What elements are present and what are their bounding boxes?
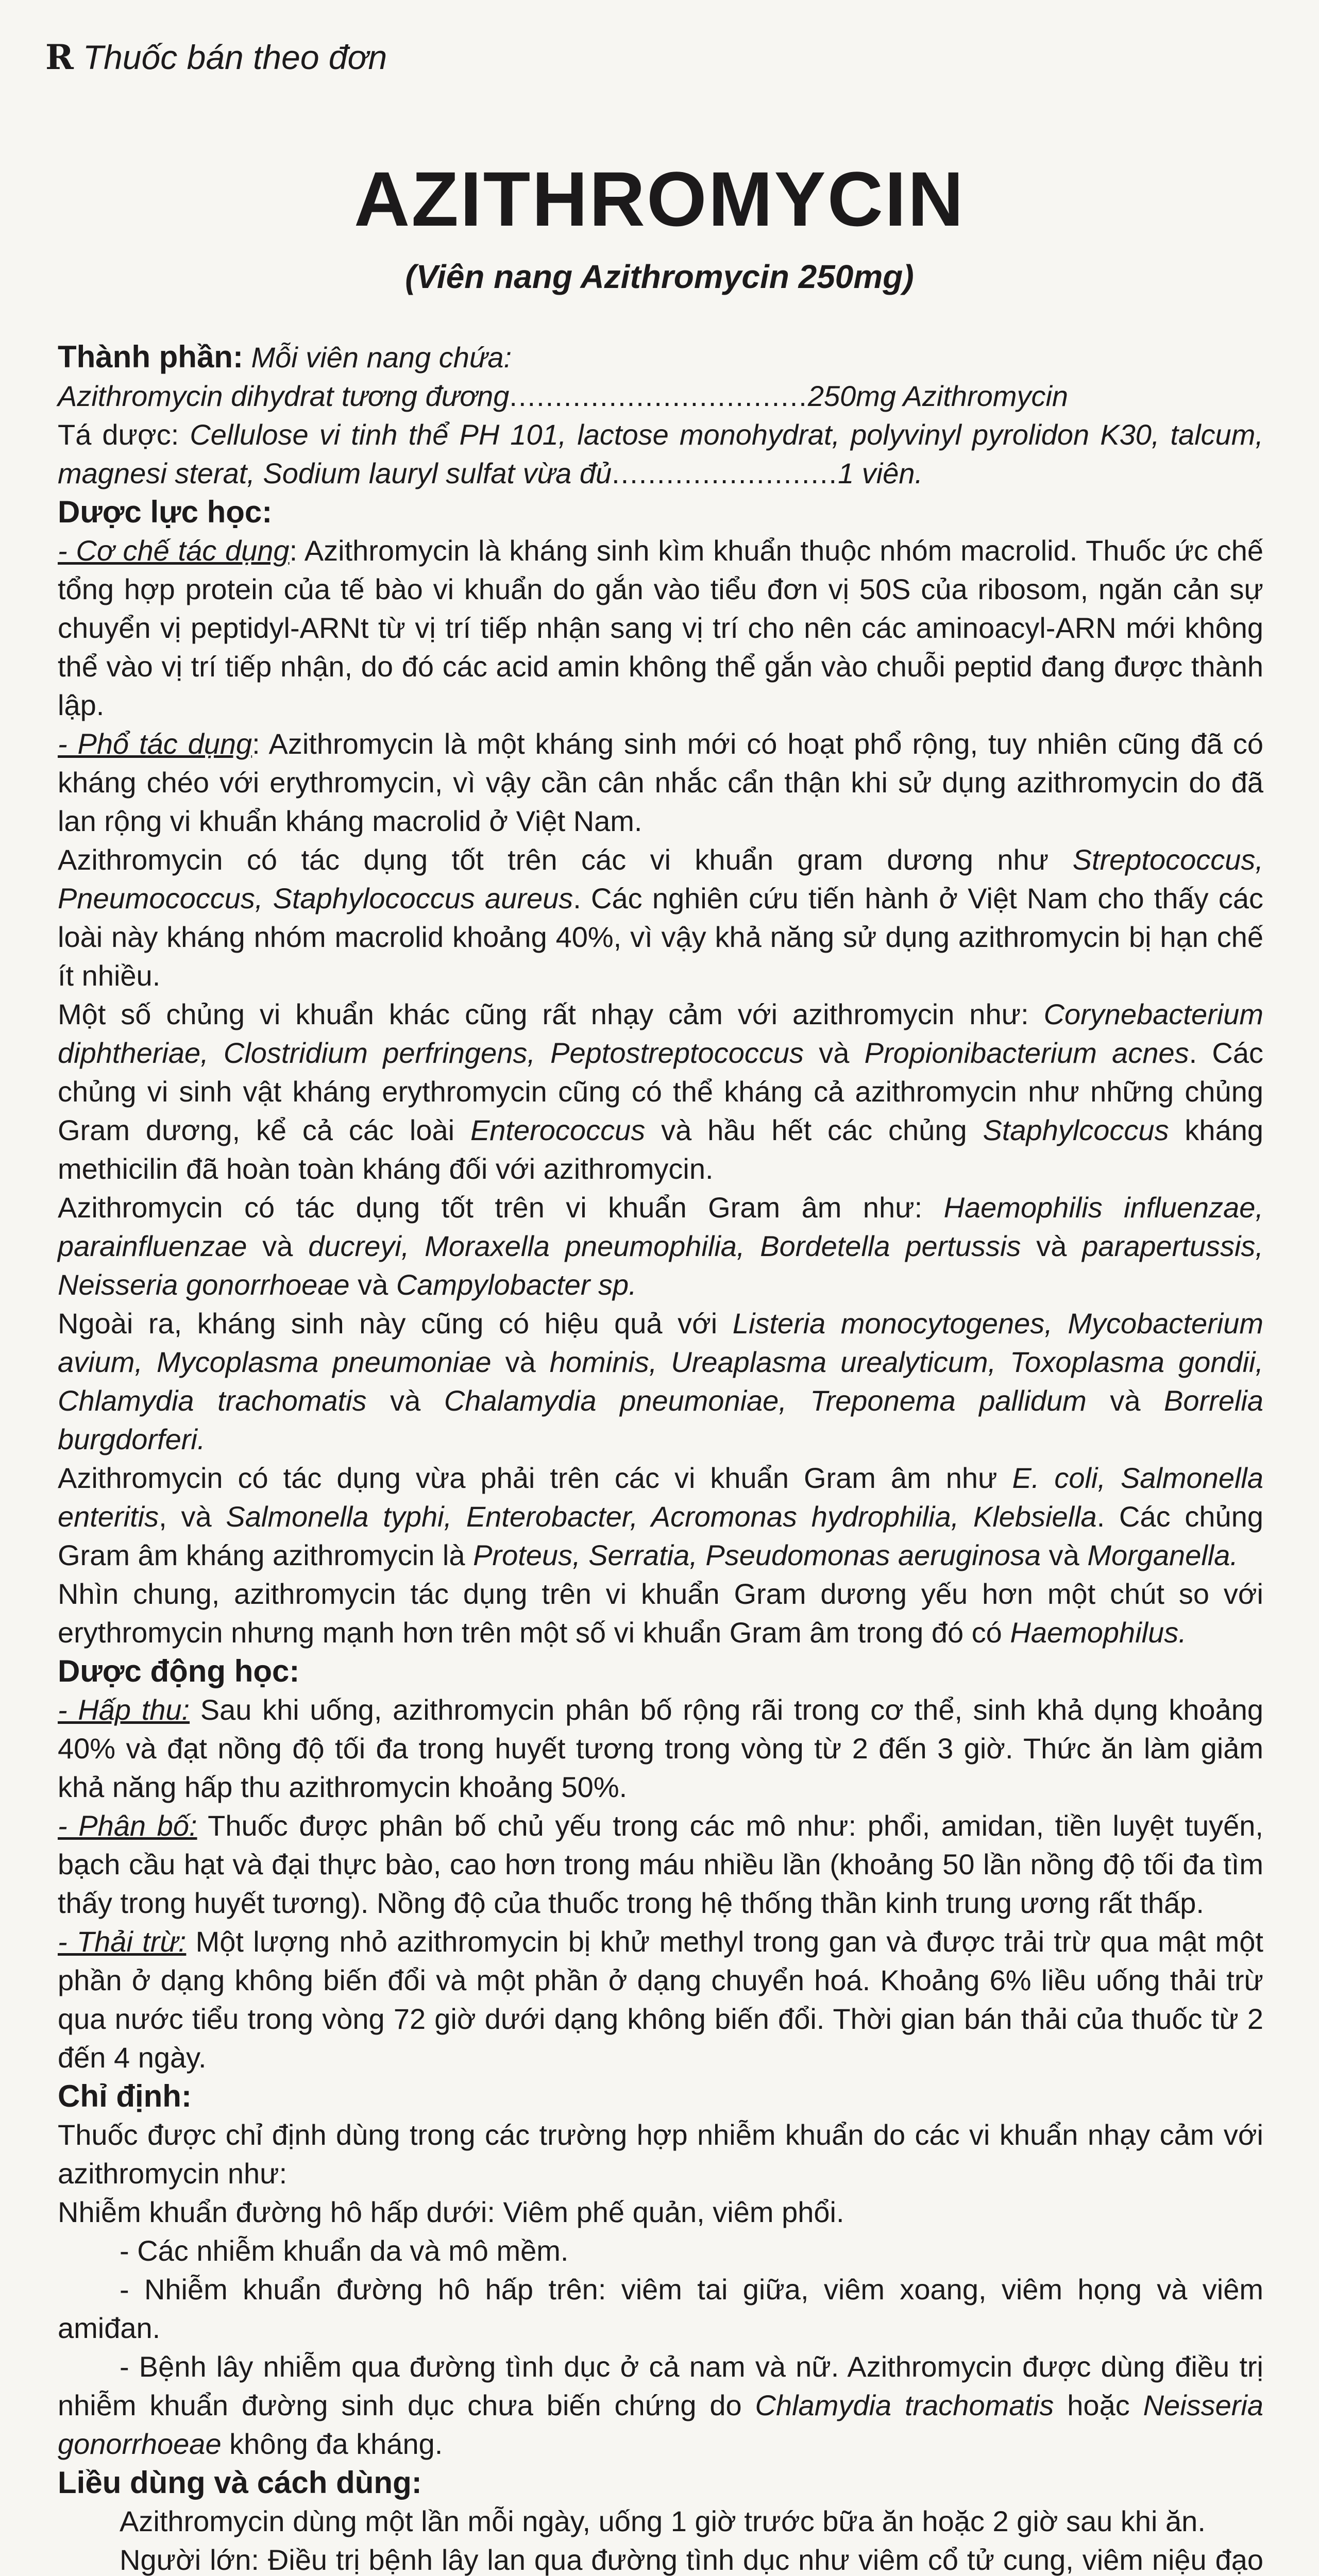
gram-negative-paragraph — [58, 1188, 1263, 1304]
bacteria-names: Salmonella typhi, Enterobacter, Acromonas hydrophilia, Klebsiella — [226, 1500, 1097, 1533]
bacteria-names: parapertussis, Neisseria gonorrhoeae — [58, 1230, 1263, 1301]
spectrum-text: : Azithromycin là một kháng sinh mới có hoạt phổ rộng, tuy nhiên cũng đã có kháng chéo với erythromycin, vì vậy cần cân nhắc cẩn thận khi sử dụng azithromycin do đã lan rộng vi khuẩn kháng macrolid ở Việt Nam. — [58, 727, 1263, 837]
dosage-paragraph — [58, 2540, 1263, 2576]
elimination-text: Một lượng nhỏ azithromycin bị khử methyl trong gan và được trải trừ qua mật một phần ở dạng không biến đổi và một phần ở dạng chuyển hoá. Khoảng 6% liều uống thải trừ qua nước tiểu trong vòng 72 giờ dưới dạng không biến đổi. Thời gian bán thải của thuốc từ 2 đến 4 ngày. — [58, 1925, 1263, 2074]
bacteria-names: Enterococcus — [470, 1114, 646, 1146]
paragraph-text: . Các chủng vi sinh vật kháng erythromycin cũng có thể kháng cả azithromycin như những chủng Gram dương, kể cả các loài — [58, 1037, 1264, 1146]
bacteria-names: ducreyi, Moraxella pneumophilia, Bordetella pertussis — [308, 1230, 1021, 1262]
excipient-label: Tá dược: — [58, 418, 179, 451]
paragraph-text: và — [1086, 1384, 1164, 1417]
excipient-line — [58, 415, 1263, 493]
bacteria-names: E. coli, Salmonella enteritis — [58, 1462, 1263, 1533]
bacteria-names: Neisseria gonorrhoeae — [58, 2389, 1264, 2460]
pharmacokinetics-heading: Dược động học: — [58, 1654, 300, 1688]
active-ingredient-value: 250mg Azithromycin — [807, 380, 1069, 412]
bacteria-names: Listeria monocytogenes, Mycobacterium avium, Mycoplasma pneumoniae — [58, 1307, 1264, 1378]
paragraph-text: và — [1021, 1230, 1083, 1262]
bacteria-names: Borrelia burgdorferi. — [58, 1384, 1263, 1455]
absorption-text: Sau khi uống, azithromycin phân bố rộng rãi trong cơ thể, sinh khả dụng khoảng 40% và đạt nồng độ tối đa trong huyết tương trong vòng từ 2 đến 3 giờ. Thức ăn làm giảm khả năng hấp thu azithromycin khoảng 50%. — [58, 1693, 1263, 1803]
mechanism-paragraph — [58, 531, 1263, 724]
paragraph-text: và — [803, 1037, 865, 1069]
rx-icon: R — [45, 37, 74, 77]
bacteria-names: Streptococcus, Pneumococcus, Staphylococcus aureus — [58, 843, 1263, 914]
composition-heading: Thành phần: — [58, 340, 243, 374]
paragraph-text: - Bệnh lây nhiễm qua đường tình dục ở cả nam và nữ. Azithromycin được dùng điều trị nhiễm khuẩn đường sinh dục chưa biến chứng do — [58, 2350, 1263, 2421]
elimination-paragraph — [58, 1922, 1263, 2077]
dosage-heading: Liều dùng và cách dùng: — [58, 2465, 422, 2500]
mechanism-text: : Azithromycin là kháng sinh kìm khuẩn thuộc nhóm macrolid. Thuốc ức chế tổng hợp protein của tế bào vi khuẩn do gắn vào tiểu đơn vị 50S của ribosom, ngăn cản sự chuyển vị peptidyl-ARNt từ vị trí tiếp nhận sang vị trí cho nên các aminoacyl-ARN mới không thể vào vị trí tiếp nhận, do đó các acid amin không thể gắn vào chuỗi peptid đang được thành lập. — [58, 534, 1264, 721]
bacteria-names: Campylobacter sp. — [396, 1268, 637, 1301]
prescription-note — [45, 37, 387, 77]
gram-positive-paragraph — [58, 840, 1263, 995]
paragraph-text: Azithromycin có tác dụng vừa phải trên các vi khuẩn Gram âm như — [58, 1462, 1012, 1494]
active-ingredient-line — [58, 377, 1263, 415]
paragraph-text: và — [349, 1268, 396, 1301]
summary-paragraph — [58, 1574, 1263, 1652]
bacteria-names: Haemophilis influenzae, parainfluenzae — [58, 1191, 1264, 1262]
excipient-text: Cellulose vi tinh thể PH 101, lactose monohydrat, polyvinyl pyrolidon K30, talcum, magnesi sterat, Sodium lauryl sulfat vừa đủ — [58, 418, 1263, 489]
bacteria-names: Chalamydia pneumoniae, Treponema pallidum — [444, 1384, 1087, 1417]
leader-dots: ......................... — [612, 457, 838, 489]
indication-item: Nhiễm khuẩn đường hô hấp dưới: Viêm phế quản, viêm phổi. — [58, 2196, 844, 2228]
paragraph-text: Người lớn: Điều trị bệnh lây lan qua đường tình dục như viêm cổ tử cung, viêm niệu đạo — [120, 2544, 1263, 2576]
dosage-paragraph: Azithromycin dùng một lần mỗi ngày, uống 1 giờ trước bữa ăn hoặc 2 giờ sau khi ăn. — [120, 2505, 1206, 2537]
indication-item: - Các nhiễm khuẩn da và mô mềm. — [120, 2234, 569, 2267]
paragraph-text: và — [491, 1346, 550, 1378]
spectrum-label: - Phổ tác dụng — [58, 727, 252, 760]
paragraph-text: Azithromycin có tác dụng tốt trên các vi khuẩn gram dương như — [58, 843, 1073, 876]
mechanism-label: - Cơ chế tác dụng — [58, 534, 290, 567]
bacteria-names: Morganella. — [1087, 1539, 1238, 1571]
page-subtitle: (Viên nang Azithromycin 250mg) — [405, 258, 914, 295]
paragraph-text: kháng methicilin đã hoàn toàn kháng đối với azithromycin. — [58, 1114, 1264, 1185]
spectrum-paragraph — [58, 724, 1263, 840]
bacteria-names: Propionibacterium acnes — [864, 1037, 1189, 1069]
distribution-text: Thuốc được phân bố chủ yếu trong các mô như: phổi, amidan, tiền luyệt tuyến, bạch cầu hạt và đại thực bào, cao hơn trong máu nhiều lần (khoảng 50 lần nồng độ tối đa tìm thấy trong huyết tương). Nồng độ của thuốc trong hệ thống thần kinh trung ương rất thấp. — [58, 1809, 1263, 1919]
paragraph-text: và — [1041, 1539, 1088, 1571]
elimination-label: - Thải trừ: — [58, 1925, 187, 1958]
prescription-text: Thuốc bán theo đơn — [82, 38, 387, 76]
indication-item: - Nhiễm khuẩn đường hô hấp trên: viêm tai giữa, viêm xoang, viêm họng và viêm amiđan. — [58, 2273, 1263, 2344]
paragraph-text: và — [247, 1230, 309, 1262]
bacteria-names: Chlamydia trachomatis — [755, 2389, 1054, 2421]
excipient-value: 1 viên. — [838, 457, 923, 489]
composition-note: Mỗi viên nang chứa: — [251, 341, 512, 374]
bacteria-names: Haemophilus. — [1010, 1616, 1187, 1649]
paragraph-text: không đa kháng. — [221, 2428, 443, 2460]
paragraph-text: , và — [159, 1500, 226, 1533]
indications-intro: Thuốc được chỉ định dùng trong các trường hợp nhiễm khuẩn do các vi khuẩn nhạy cảm với azithromycin như: — [58, 2119, 1263, 2190]
leader-dots: ................................. — [509, 380, 808, 412]
indications-heading: Chỉ định: — [58, 2079, 192, 2113]
page-title: AZITHROMYCIN — [354, 156, 965, 242]
leaflet-body — [58, 337, 1263, 2576]
moderate-effect-paragraph — [58, 1459, 1263, 1574]
absorption-paragraph — [58, 1690, 1263, 1806]
bacteria-names: Corynebacterium diphtheriae, Clostridium perfringens, Peptostreptococcus — [58, 998, 1263, 1069]
distribution-label: - Phân bố: — [58, 1809, 197, 1842]
paragraph-text: và hầu hết các chủng — [645, 1114, 983, 1146]
pharmacodynamics-heading: Dược lực học: — [58, 495, 273, 529]
other-effective-paragraph — [58, 1304, 1263, 1459]
sensitive-strains-paragraph — [58, 995, 1263, 1188]
bacteria-names: Proteus, Serratia, Pseudomonas aeruginosa — [473, 1539, 1041, 1571]
active-ingredient-label: Azithromycin dihydrat tương đương — [58, 380, 510, 412]
paragraph-text: . Các nghiên cứu tiến hành ở Việt Nam cho thấy các loài này kháng nhóm macrolid khoảng 40%, vì vậy khả năng sử dụng azithromycin bị hạn chế ít nhiều. — [58, 882, 1263, 992]
distribution-paragraph — [58, 1806, 1263, 1922]
paragraph-text: . Các chủng Gram âm kháng azithromycin là — [58, 1500, 1264, 1571]
indication-item — [58, 2347, 1263, 2463]
paragraph-text: Ngoài ra, kháng sinh này cũng có hiệu quả với — [58, 1307, 733, 1340]
paragraph-text: Một số chủng vi khuẩn khác cũng rất nhạy cảm với azithromycin như: — [58, 998, 1044, 1030]
paragraph-text: hoặc — [1054, 2389, 1143, 2421]
bacteria-names: Staphylcoccus — [983, 1114, 1169, 1146]
composition-heading-line — [58, 337, 1263, 377]
paragraph-text: Nhìn chung, azithromycin tác dụng trên vi khuẩn Gram dương yếu hơn một chút so với erythromycin nhưng mạnh hơn trên một số vi khuẩn Gram âm trong đó có — [58, 1578, 1263, 1649]
paragraph-text: và — [366, 1384, 444, 1417]
absorption-label: - Hấp thu: — [58, 1693, 190, 1726]
paragraph-text: Azithromycin có tác dụng tốt trên vi khuẩn Gram âm như: — [58, 1191, 944, 1224]
bacteria-names: hominis, Ureaplasma urealyticum, Toxoplasma gondii, Chlamydia trachomatis — [58, 1346, 1264, 1417]
